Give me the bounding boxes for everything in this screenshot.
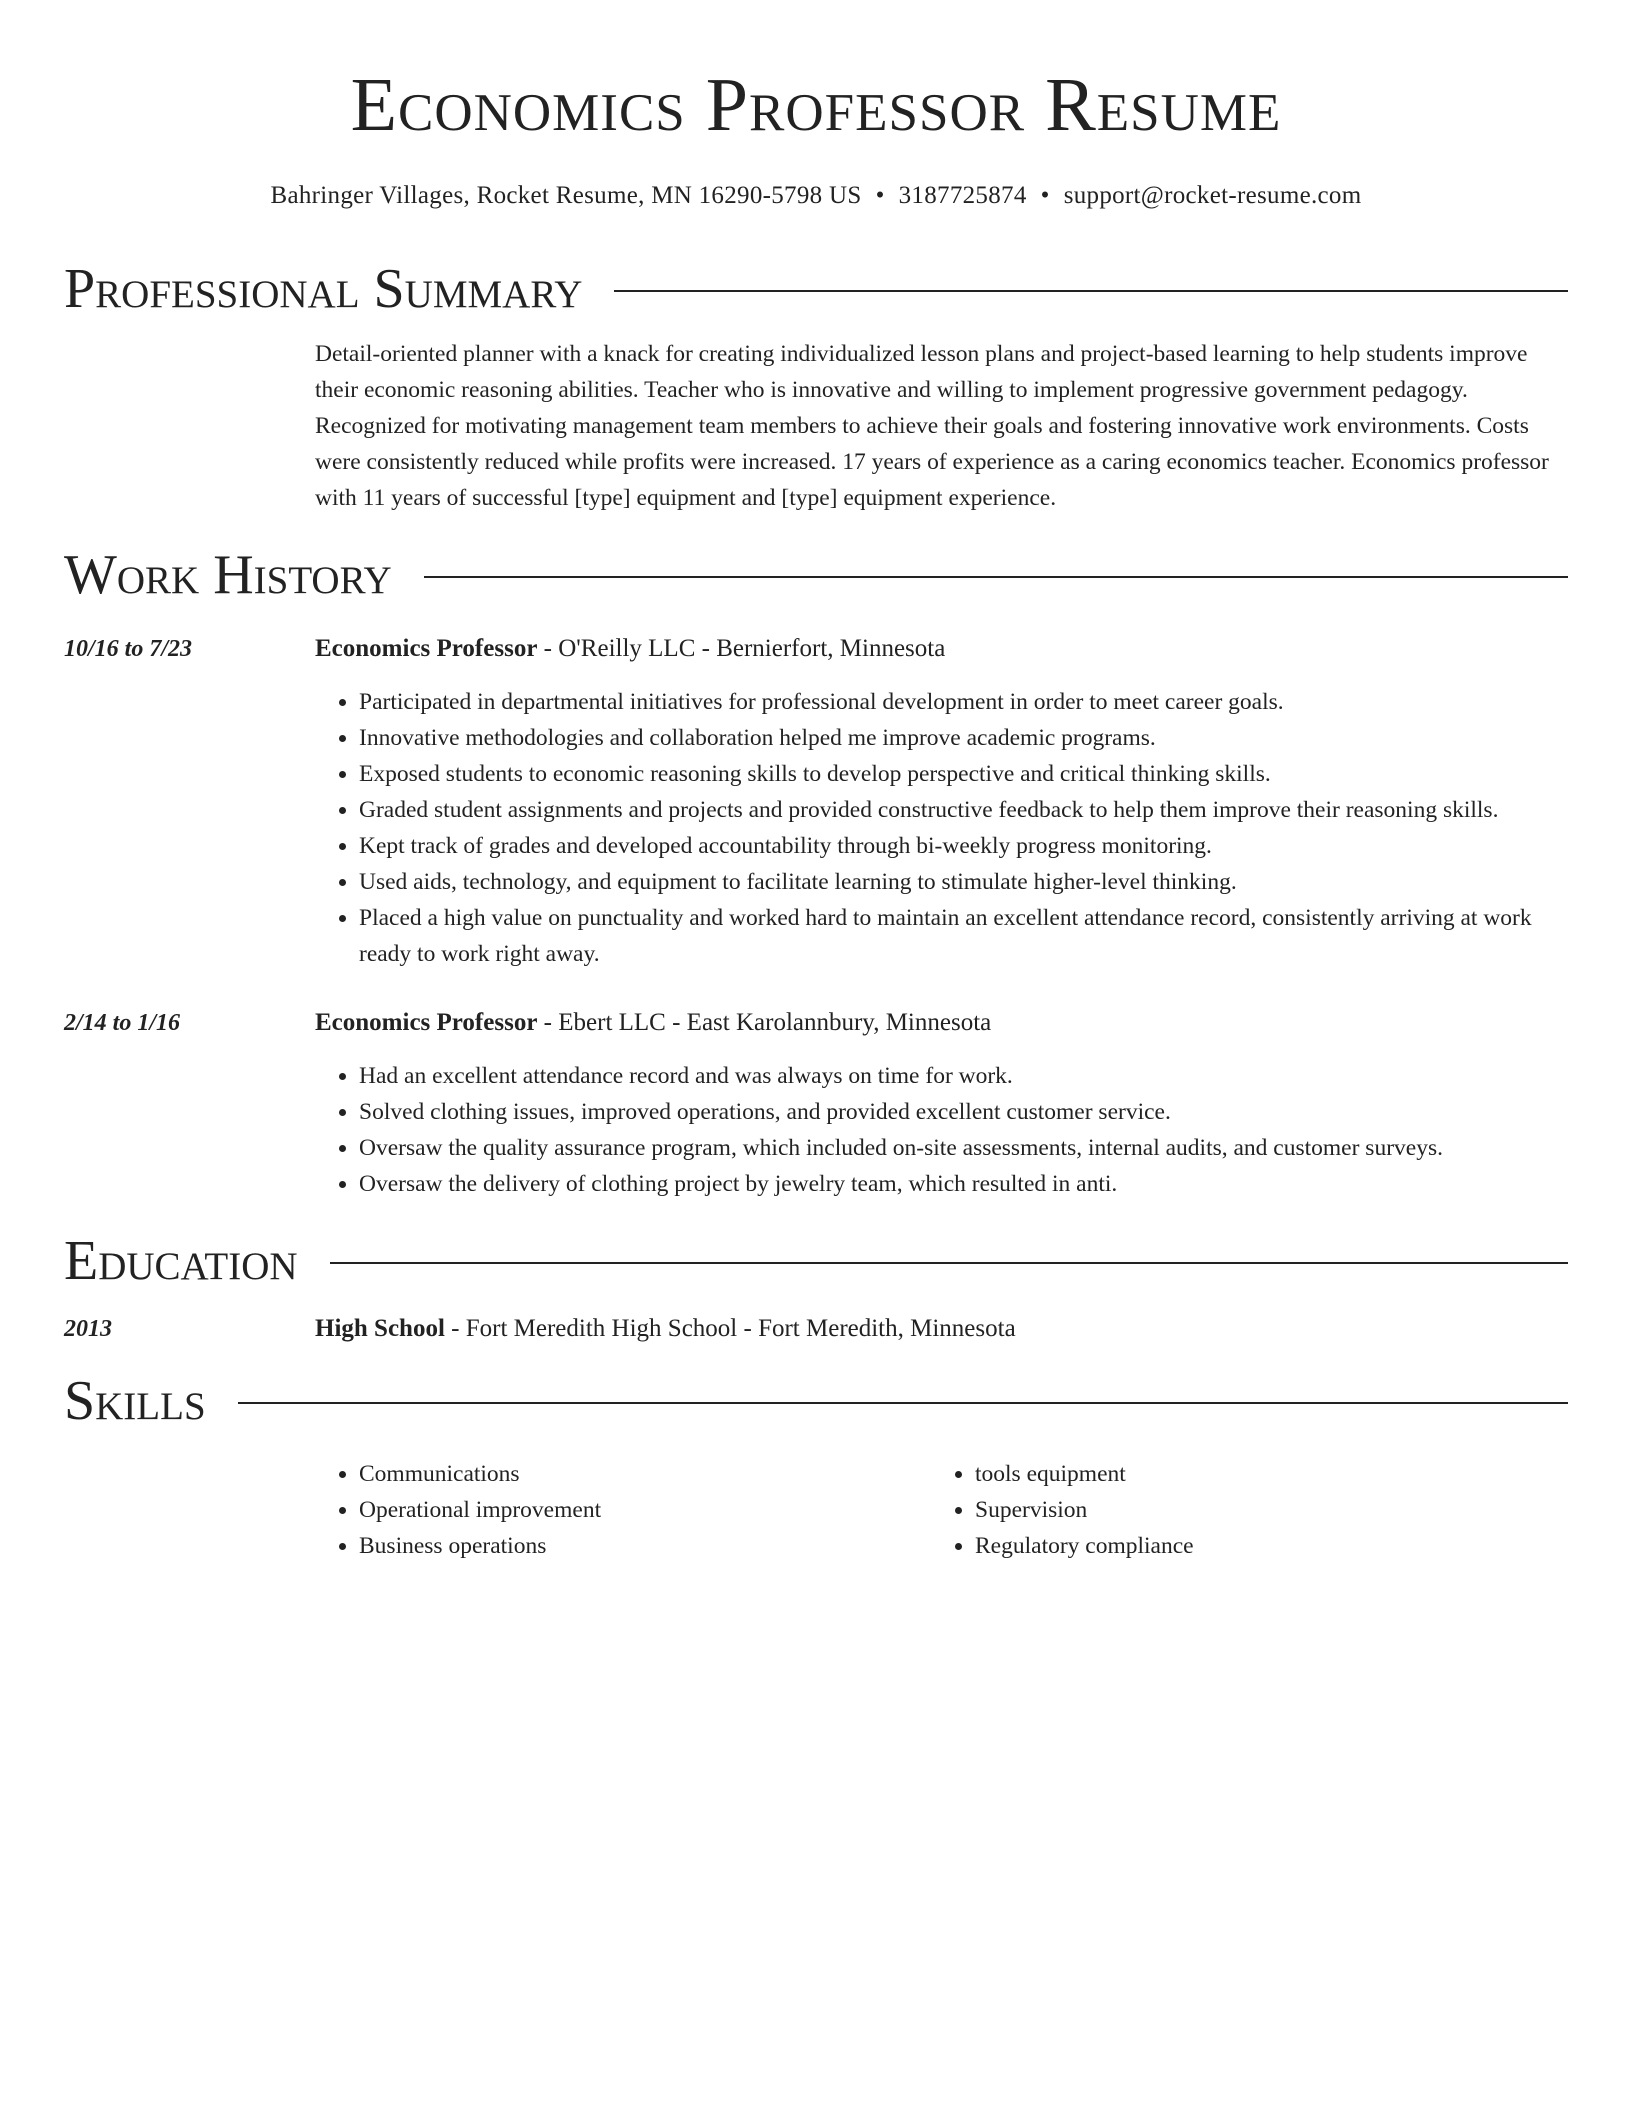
- skills-column-1: [315, 1456, 931, 1564]
- job-details: - Ebert LLC - East Karolannbury, Minnesota: [537, 1009, 992, 1036]
- skills-list: [315, 1456, 1568, 1564]
- education-details: - Fort Meredith High School - Fort Meredith, Minnesota: [444, 1315, 1016, 1342]
- skills-heading: Skills: [64, 1370, 206, 1432]
- job-bullet: • Had an excellent attendance record and was always on time for work.: [359, 1058, 1568, 1094]
- job-role: Economics Professor: [315, 1009, 538, 1036]
- skill-item: • tools equipment: [975, 1456, 1475, 1492]
- education-heading: Education: [64, 1230, 298, 1292]
- job-body: [315, 1006, 1568, 1202]
- skill-item: • Operational improvement: [359, 1492, 931, 1528]
- job-bullet: • Innovative methodologies and collaboration helped me improve academic programs.: [359, 720, 1568, 756]
- work-heading: Work History: [64, 544, 392, 606]
- section-divider: [330, 1262, 1568, 1264]
- section-divider: [238, 1402, 1568, 1404]
- education-section-header: [64, 1228, 1568, 1294]
- job-bullets: [315, 684, 1568, 972]
- resume-title: Economics Professor Resume: [350, 63, 1282, 147]
- summary-section-header: [64, 256, 1568, 322]
- job-heading: [315, 1006, 1568, 1040]
- education-heading-line: [315, 1312, 1568, 1346]
- job-bullet: • Used aids, technology, and equipment to facilitate learning to stimulate higher-level thinking.: [359, 864, 1568, 900]
- summary-text: Detail-oriented planner with a knack for creating individualized lesson plans and project-based learning to help students improve their economic reasoning abilities. Teacher who is innovative and willing to implement progressive government pedagogy. Recognized for motivating management team members to achieve their goals and fostering innovative work environments. Costs were consistently reduced while profits were increased. 17 years of experience as a caring economics teacher. Economics professor with 11 years of successful [type] equipment and [type] equipment experience.: [315, 341, 1549, 511]
- job-heading: [315, 632, 1568, 666]
- job-bullet: • Kept track of grades and developed accountability through bi-weekly progress monitoring.: [359, 828, 1568, 864]
- section-divider: [424, 576, 1568, 578]
- job-entry: [64, 1006, 1568, 1202]
- skill-item: • Regulatory compliance: [975, 1528, 1475, 1564]
- education-year: 2013: [64, 1316, 112, 1342]
- job-role: Economics Professor: [315, 635, 538, 662]
- job-dates: 2/14 to 1/16: [64, 1010, 181, 1036]
- education-body: [315, 1312, 1568, 1346]
- job-bullet: • Solved clothing issues, improved operations, and provided excellent customer service.: [359, 1094, 1568, 1130]
- job-bullet: • Oversaw the delivery of clothing project by jewelry team, which resulted in anti.: [359, 1166, 1568, 1202]
- section-divider: [614, 290, 1568, 292]
- job-dates: 10/16 to 7/23: [64, 636, 193, 662]
- resume-page: [64, 0, 1568, 1564]
- job-bullet: • Oversaw the quality assurance program, which included on-site assessments, internal audits, and customer surveys.: [359, 1130, 1568, 1166]
- contact-separator: •: [1040, 182, 1050, 209]
- contact-phone: 3187725874: [898, 182, 1027, 209]
- job-bullets: [315, 1058, 1568, 1202]
- skill-item: • Business operations: [359, 1528, 931, 1564]
- job-details: - O'Reilly LLC - Bernierfort, Minnesota: [537, 635, 946, 662]
- summary-heading: Professional Summary: [64, 258, 583, 320]
- contact-address: Bahringer Villages, Rocket Resume, MN 16290-5798 US: [270, 182, 862, 209]
- job-bullet: • Placed a high value on punctuality and worked hard to maintain an excellent attendance record, consistently arriving at work ready to work right away.: [359, 900, 1568, 972]
- job-entry: [64, 632, 1568, 972]
- education-entry: [64, 1312, 1568, 1346]
- contact-separator: •: [875, 182, 885, 209]
- job-bullet: • Participated in departmental initiatives for professional development in order to meet career goals.: [359, 684, 1568, 720]
- job-bullet: • Graded student assignments and projects and provided constructive feedback to help them improve their reasoning skills.: [359, 792, 1568, 828]
- job-body: [315, 632, 1568, 972]
- contact-line: [64, 180, 1568, 212]
- work-section-header: [64, 542, 1568, 608]
- job-bullet: • Exposed students to economic reasoning skills to develop perspective and critical thinking skills.: [359, 756, 1568, 792]
- skill-item: • Communications: [359, 1456, 931, 1492]
- skill-item: • Supervision: [975, 1492, 1475, 1528]
- skills-section-header: [64, 1368, 1568, 1434]
- skills-column-2: [931, 1456, 1475, 1564]
- contact-email: support@rocket-resume.com: [1063, 182, 1362, 209]
- education-degree: High School: [315, 1315, 445, 1342]
